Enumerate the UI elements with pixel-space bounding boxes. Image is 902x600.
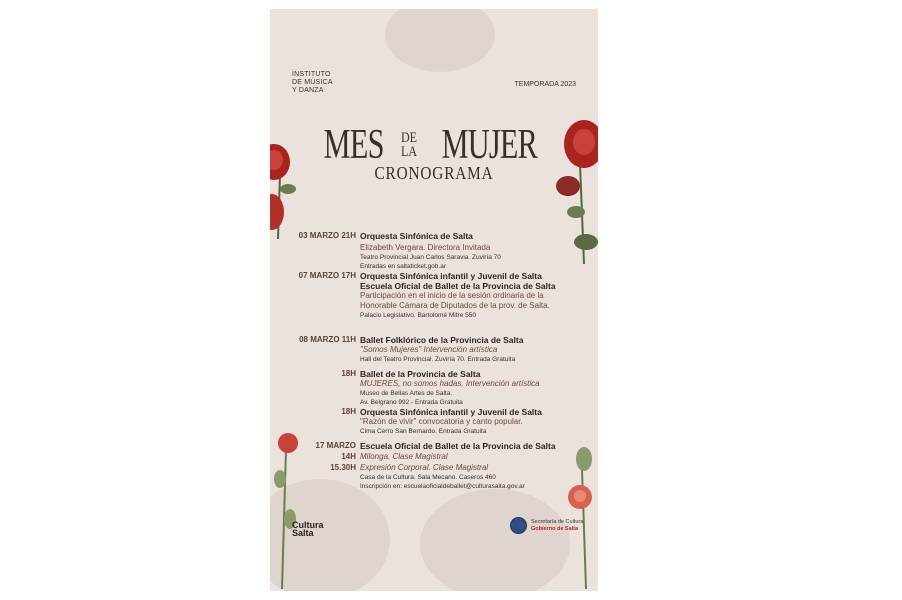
title-de-la bbox=[401, 131, 417, 159]
title-la: LA bbox=[401, 144, 418, 160]
season-label: TEMPORADA 2023 bbox=[514, 81, 576, 88]
event-date: 03 MARZO 21H bbox=[298, 231, 356, 240]
event-title: Orquesta Sinfónica infantil y Juvenil de Salta bbox=[360, 407, 542, 417]
cultura-logo-line-2: Salta bbox=[292, 528, 314, 538]
poster-title bbox=[270, 121, 598, 184]
event-venue: Palacio Legislativo. Bartolomé Mitre 550 bbox=[360, 312, 476, 319]
cultura-logo-line-1: Cultura bbox=[292, 520, 324, 530]
gob-secretaria-text: Secretaría de Cultura bbox=[531, 518, 584, 525]
event-description: Honorable Cámara de Diputados de la prov. de Salta. bbox=[360, 301, 550, 310]
event-description: "Somos Mujeres" Intervención artística bbox=[360, 345, 498, 354]
event-tickets: Entradas en saltaticket.gob.ar bbox=[360, 263, 446, 270]
event-description: Expresión Corporal. Clase Magistral bbox=[360, 463, 489, 472]
event-venue: Hall del Teatro Provincial. Zuviría 70. Entrada Gratuita bbox=[360, 356, 516, 363]
event-title: Ballet de la Provincia de Salta bbox=[360, 369, 481, 379]
poster bbox=[270, 9, 598, 591]
institute-line-3: Y DANZA bbox=[292, 87, 324, 94]
title-mujer: MUJER bbox=[441, 122, 538, 168]
cultura-salta-logo bbox=[292, 521, 324, 537]
event-description: MUJERES, no somos hadas. Intervención artística bbox=[360, 379, 540, 388]
gobierno-salta-logo bbox=[510, 517, 583, 534]
event-title: Ballet Folklórico de la Provincia de Salta bbox=[360, 335, 524, 345]
event-date: 08 MARZO 11H bbox=[299, 335, 356, 344]
event-date: 18H bbox=[341, 369, 356, 378]
event-date: 18H bbox=[341, 407, 356, 416]
title-de: DE bbox=[401, 130, 418, 146]
province-seal-icon bbox=[510, 517, 527, 534]
event-date: 15.30H bbox=[330, 463, 356, 472]
background-flower-top bbox=[385, 9, 495, 72]
gob-name-text: Gobierno de Salta bbox=[531, 525, 579, 532]
institute-line-2: DE MÚSICA bbox=[292, 79, 333, 86]
subtitle-cronograma: CRONOGRAMA bbox=[374, 163, 494, 183]
title-mes: MES bbox=[323, 122, 384, 168]
event-title: Orquesta Sinfónica infantil y Juvenil de Salta bbox=[360, 271, 542, 281]
event-description: Participación en el inicio de la sesión ordinaria de la bbox=[360, 291, 544, 300]
background-flower-bottom-right bbox=[420, 489, 570, 591]
event-date: 07 MARZO 17H bbox=[298, 271, 356, 280]
event-venue: Casa de la Cultura. Sala Mecano. Caseros 460 bbox=[360, 474, 496, 481]
event-venue: Cima Cerro San Bernardo. Entrada Gratuita bbox=[360, 428, 487, 435]
event-description: Elizabeth Vergara. Directora Invitada bbox=[360, 243, 491, 252]
event-description: Milonga. Clase Magistral bbox=[360, 452, 448, 461]
event-venue: Museo de Bellas Artes de Salta. bbox=[360, 390, 453, 397]
event-title: Escuela Oficial de Ballet de la Provincia de Salta bbox=[360, 441, 556, 451]
event-registration: Inscripción en: escuelaoficialdeballet@culturasalta.gov.ar bbox=[360, 483, 525, 490]
institute-label bbox=[292, 71, 333, 95]
rose-left-top-icon bbox=[270, 134, 302, 239]
event-venue: Av. Belgrano 992 - Entrada Gratuita bbox=[360, 399, 463, 406]
event-title: Escuela Oficial de Ballet de la Provincia de Salta bbox=[360, 281, 556, 291]
event-title: Orquesta Sinfónica de Salta bbox=[360, 231, 473, 241]
event-description: "Razón de vivir" convocatoria y canto popular. bbox=[360, 417, 523, 426]
institute-line-1: INSTITUTO bbox=[292, 71, 331, 78]
event-venue: Teatro Provincial Juan Carlos Saravia. Zuviría 70 bbox=[360, 254, 501, 261]
event-date: 17 MARZO bbox=[315, 441, 356, 450]
event-date: 14H bbox=[341, 452, 356, 461]
